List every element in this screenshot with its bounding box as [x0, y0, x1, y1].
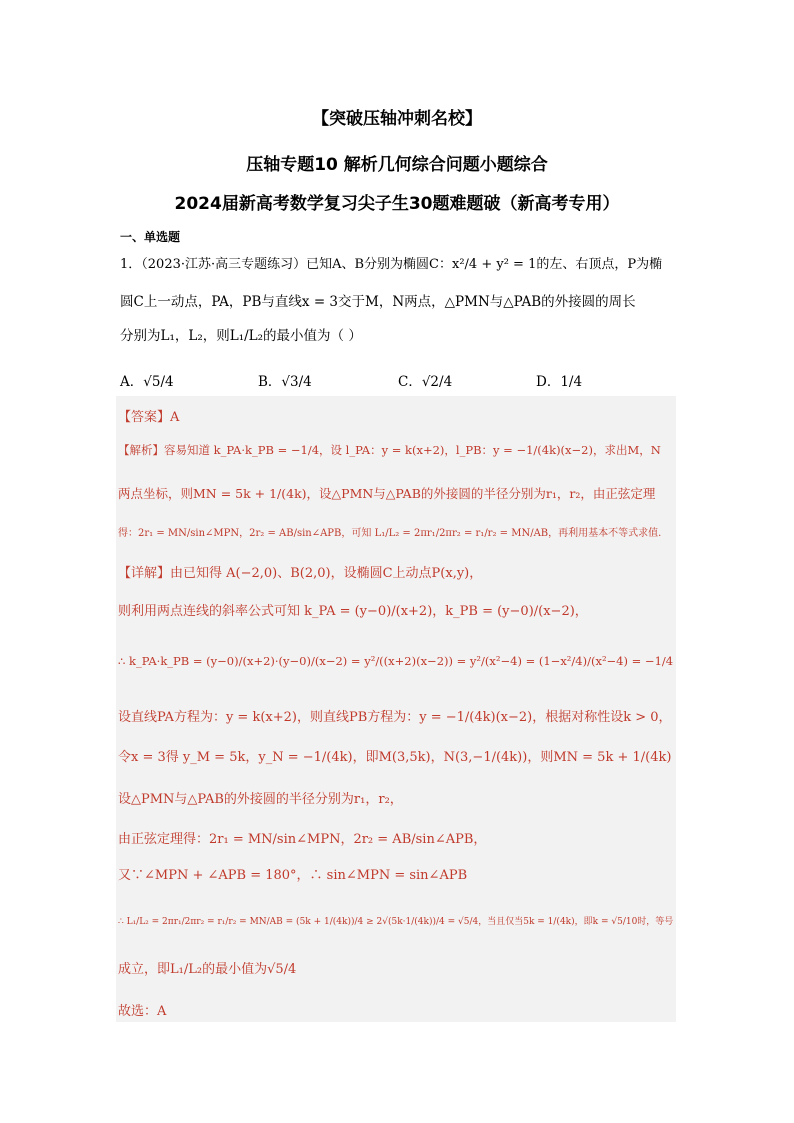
detail-line-7: 由正弦定理得：2r₁ = MN/sin∠MPN，2r₂ = AB/sin∠APB， [118, 832, 487, 847]
detail-line-8: 又∵∠MPN + ∠APB = 180°，∴ sin∠MPN = sin∠APB [118, 868, 468, 883]
analysis-line-1: 【解析】容易知道 k_PA·k_PB = −1/4，设 l_PA：y = k(x+2)，l_PB：y = −1/(4k)(x−2)，求出M，N [118, 443, 661, 457]
option-b[interactable]: B．√3/4 [258, 374, 312, 390]
option-c[interactable]: C．√2/4 [398, 374, 453, 390]
detail-line-9: ∴ L₁/L₂ = 2πr₁/2πr₂ = r₁/r₂ = MN/AB = (5k + 1/(4k))/4 ≥ 2√(5k·1/(4k))/4 = √5/4，当且仅当5k = 1/(4k)，即k = √5/10时，等号 [118, 917, 674, 927]
header-line-2: 压轴专题10 解析几何综合问题小题综合 [246, 155, 548, 175]
detail-line-6: 设△PMN与△PAB的外接圆的半径分别为r₁，r₂， [118, 792, 403, 807]
option-a[interactable]: A．√5/4 [120, 374, 174, 390]
question-line-3: 分别为L₁，L₂，则L₁/L₂的最小值为（ ） [120, 328, 362, 344]
conclusion-line: 故选：A [118, 1004, 167, 1019]
option-d[interactable]: D．1/4 [536, 374, 583, 390]
solution-panel [116, 396, 676, 1022]
question-line-2: 圆C上一动点，PA，PB与直线x = 3交于M，N两点，△PMN与△PAB的外接圆的周长 [120, 294, 636, 310]
detail-line-1: 【详解】由已知得 A(−2,0)、B(2,0)，设椭圆C上动点P(x,y)， [118, 566, 483, 581]
detail-line-3: ∴ k_PA·k_PB = (y−0)/(x+2)·(y−0)/(x−2) = y²/((x+2)(x−2)) = y²/(x²−4) = (1−x²/4)/(x²−4) = −1/4 [118, 654, 674, 668]
header-line-3: 2024届新高考数学复习尖子生30题难题破（新高考专用） [174, 194, 620, 214]
detail-line-2: 则利用两点连线的斜率公式可知 k_PA = (y−0)/(x+2)，k_PB = (y−0)/(x−2)， [118, 604, 588, 619]
detail-line-5: 令x = 3得 y_M = 5k，y_N = −1/(4k)，即M(3,5k)，N(3,−1/(4k))，则MN = 5k + 1/(4k) [118, 750, 672, 765]
detail-line-10: 成立，即L₁/L₂的最小值为√5/4 [118, 962, 297, 977]
header-line-1: 【突破压轴冲刺名校】 [312, 109, 482, 129]
answer-line: 【答案】A [118, 410, 180, 425]
section-heading: 一、单选题 [120, 230, 181, 244]
question-line-1: 1．（2023·江苏·高三专题练习）已知A、B分别为椭圆C：x²/4 + y² = 1的左、右顶点，P为椭 [120, 257, 663, 272]
analysis-line-3: 得：2r₁ = MN/sin∠MPN，2r₂ = AB/sin∠APB，可知 L₁/L₂ = 2πr₁/2πr₂ = r₁/r₂ = MN/AB，再利用基本不等式求值. [118, 528, 662, 539]
detail-line-4: 设直线PA方程为：y = k(x+2)，则直线PB方程为：y = −1/(4k)(x−2)，根据对称性设k > 0， [118, 710, 672, 725]
analysis-line-2: 两点坐标，则MN = 5k + 1/(4k)，设△PMN与△PAB的外接圆的半径分别为r₁，r₂，由正弦定理 [118, 486, 656, 501]
